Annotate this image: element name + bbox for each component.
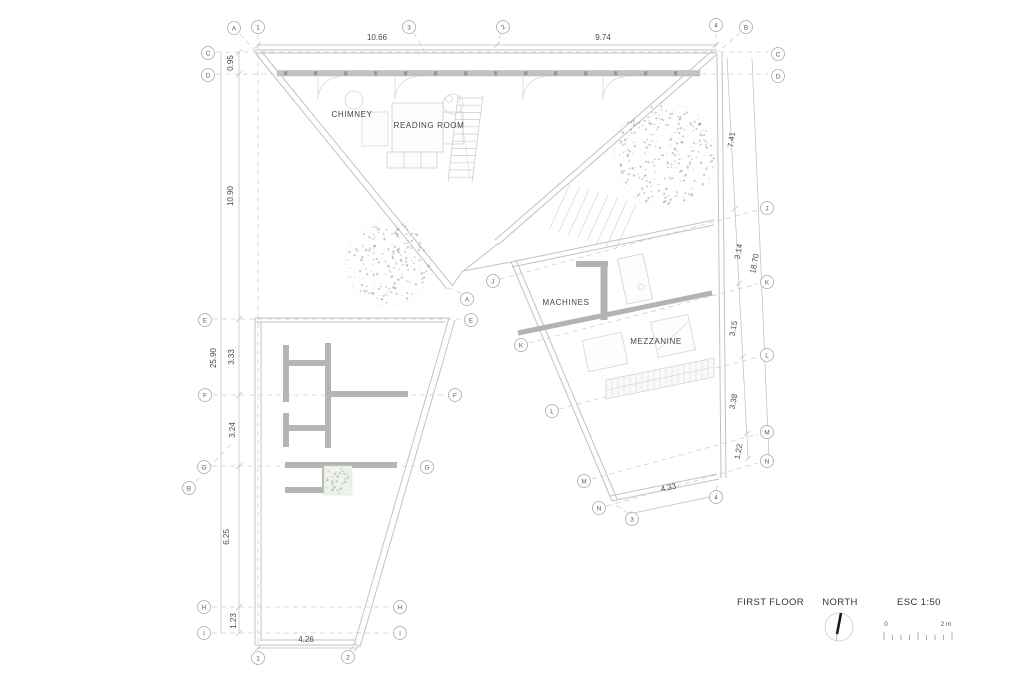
compass bbox=[825, 613, 853, 641]
scale-bar bbox=[884, 621, 952, 640]
svg-text:H: H bbox=[201, 604, 207, 612]
dimension-label: 18.70 bbox=[748, 252, 761, 275]
dimension-label: 3.24 bbox=[228, 422, 237, 438]
scale-end: 2 m bbox=[940, 621, 952, 628]
legend bbox=[737, 597, 952, 641]
svg-text:E: E bbox=[468, 317, 474, 325]
grid-marker-H bbox=[198, 601, 211, 614]
compass-needle bbox=[837, 613, 841, 634]
room-label: CHIMNEY bbox=[331, 110, 373, 119]
grid-marker-F bbox=[199, 389, 212, 402]
grid-marker-I bbox=[198, 627, 211, 640]
machines-equipment bbox=[618, 254, 653, 304]
dimension-label: 4.33 bbox=[659, 481, 678, 494]
svg-text:B: B bbox=[186, 485, 192, 493]
leader-b-top bbox=[718, 33, 740, 52]
leader-3-bottom bbox=[613, 503, 628, 513]
svg-text:B: B bbox=[743, 24, 749, 32]
wall-left-angled-outer bbox=[256, 54, 447, 289]
grid-marker-H bbox=[394, 601, 407, 614]
wall-lb-slanted-inner bbox=[354, 318, 449, 645]
grid-marker-3 bbox=[626, 513, 639, 526]
dimension-label: 10.66 bbox=[366, 33, 388, 42]
partition bbox=[331, 391, 408, 397]
grid-marker-2 bbox=[497, 21, 510, 34]
leader-a-top bbox=[240, 34, 256, 52]
dimension-label: 9.74 bbox=[595, 33, 611, 42]
grid-marker-1 bbox=[252, 652, 265, 665]
svg-text:M: M bbox=[581, 478, 587, 486]
leader-3-top bbox=[414, 33, 424, 50]
grid-marker-L bbox=[546, 405, 559, 418]
wall-right-angled-outer bbox=[499, 55, 716, 244]
dimension-label: 7.41 bbox=[726, 131, 737, 148]
svg-text:2: 2 bbox=[346, 654, 350, 662]
svg-text:N: N bbox=[596, 505, 602, 513]
dimension-label: 4.26 bbox=[298, 635, 314, 644]
leader-a-int bbox=[448, 288, 461, 293]
dimension-label: 3.38 bbox=[727, 393, 740, 411]
wall-right-angled-inner bbox=[495, 51, 712, 240]
grid-marker-3 bbox=[403, 21, 416, 34]
grid-marker-2 bbox=[342, 651, 355, 664]
door-arc bbox=[395, 77, 417, 99]
wall-lb-slanted-outer bbox=[360, 320, 455, 647]
wall-right-boundary-inner bbox=[717, 53, 721, 478]
svg-text:M: M bbox=[764, 429, 770, 437]
grid-marker-G bbox=[198, 461, 211, 474]
door-arc bbox=[603, 77, 625, 99]
partition bbox=[325, 343, 331, 448]
dimension-label: 25.90 bbox=[209, 347, 218, 369]
dim-line-4-33 bbox=[629, 495, 719, 514]
scale-label: ESC 1:50 bbox=[897, 597, 941, 608]
room-label: MACHINES bbox=[542, 298, 590, 307]
compass-needle-tail bbox=[837, 634, 838, 641]
wall-v-connector-1 bbox=[452, 272, 462, 286]
grid-marker-A bbox=[228, 22, 241, 35]
right-building-interior bbox=[518, 254, 714, 399]
svg-text:F: F bbox=[203, 392, 207, 400]
grid-marker-F bbox=[449, 389, 462, 402]
svg-text:1: 1 bbox=[256, 24, 260, 32]
svg-text:K: K bbox=[764, 279, 770, 287]
outdoor-steps bbox=[549, 184, 637, 250]
grid-marker-J bbox=[487, 275, 500, 288]
dimension-label: 3.15 bbox=[727, 320, 740, 338]
tree bbox=[613, 103, 717, 207]
svg-text:C: C bbox=[205, 50, 211, 58]
svg-text:4: 4 bbox=[714, 22, 718, 30]
door-arc bbox=[318, 77, 340, 99]
svg-text:3: 3 bbox=[407, 24, 411, 32]
partition bbox=[285, 487, 322, 493]
svg-text:1: 1 bbox=[256, 655, 260, 663]
column-circle-small bbox=[446, 96, 453, 103]
grid-marker-1 bbox=[252, 21, 265, 34]
dimension-label: 3.33 bbox=[227, 349, 236, 365]
grid-marker-M bbox=[578, 475, 591, 488]
scale-start: 0 bbox=[884, 621, 888, 628]
svg-text:E: E bbox=[202, 317, 208, 325]
leader-4-bottom bbox=[716, 482, 718, 490]
svg-text:H: H bbox=[397, 604, 403, 612]
drawing-title: FIRST FLOOR bbox=[737, 597, 805, 608]
grid-marker-B bbox=[183, 482, 196, 495]
grid-marker-J bbox=[761, 202, 774, 215]
glazing-band bbox=[277, 71, 700, 77]
partition bbox=[288, 425, 325, 431]
north-label: NORTH bbox=[822, 597, 858, 608]
door-arc bbox=[523, 77, 545, 99]
dimension-label: 10.90 bbox=[226, 185, 235, 207]
svg-text:3: 3 bbox=[630, 516, 634, 524]
grid-marker-G bbox=[421, 461, 434, 474]
reading-room-stair bbox=[448, 95, 483, 182]
svg-text:G: G bbox=[201, 464, 207, 472]
trees bbox=[323, 103, 717, 494]
grid-marker-N bbox=[761, 455, 774, 468]
room-label: MEZZANINE bbox=[630, 337, 682, 346]
partition bbox=[288, 360, 328, 366]
svg-text:4: 4 bbox=[714, 494, 718, 502]
grid-marker-4 bbox=[710, 19, 723, 32]
svg-text:J: J bbox=[765, 205, 769, 213]
svg-text:I: I bbox=[399, 630, 401, 638]
wall-right-boundary-outer bbox=[722, 53, 726, 478]
svg-text:C: C bbox=[775, 51, 781, 59]
wall-rb-top-outer bbox=[511, 220, 714, 262]
sofa bbox=[387, 152, 437, 168]
grid-marker-D bbox=[202, 69, 215, 82]
grid-marker-A bbox=[461, 293, 474, 306]
grid-marker-D bbox=[772, 70, 785, 83]
grid-line-n bbox=[607, 463, 758, 506]
grid-marker-L bbox=[761, 349, 774, 362]
svg-text:A: A bbox=[464, 296, 470, 304]
svg-text:N: N bbox=[764, 458, 770, 466]
grid-marker-C bbox=[202, 47, 215, 60]
svg-text:L: L bbox=[550, 408, 554, 416]
grid-marker-K bbox=[761, 276, 774, 289]
tree bbox=[345, 220, 431, 306]
svg-text:D: D bbox=[205, 72, 211, 80]
svg-text:I: I bbox=[203, 630, 205, 638]
grid-marker-M bbox=[761, 426, 774, 439]
grid-marker-C bbox=[772, 48, 785, 61]
room-label: READING ROOM bbox=[393, 121, 465, 130]
svg-text:L: L bbox=[765, 352, 769, 360]
svg-text:G: G bbox=[424, 464, 430, 472]
svg-text:J: J bbox=[491, 278, 495, 286]
door-swings bbox=[318, 77, 625, 99]
grid-marker-B bbox=[740, 21, 753, 34]
dimension-label: 6.25 bbox=[222, 529, 231, 545]
partition bbox=[283, 345, 289, 402]
svg-text:D: D bbox=[775, 73, 781, 81]
svg-text:K: K bbox=[518, 342, 524, 350]
dimension-label: 1.22 bbox=[732, 443, 745, 461]
mezzanine-bed-1 bbox=[582, 332, 628, 372]
dimension-label: 3.14 bbox=[732, 243, 745, 261]
grid-marker-E bbox=[465, 314, 478, 327]
grid-markers bbox=[183, 19, 785, 665]
dimension-label: 1.23 bbox=[229, 613, 238, 629]
svg-text:F: F bbox=[453, 392, 457, 400]
grid-marker-K bbox=[515, 339, 528, 352]
grid-marker-E bbox=[199, 314, 212, 327]
svg-text:2: 2 bbox=[499, 23, 508, 32]
wall-link-right-building bbox=[463, 262, 511, 271]
svg-text:A: A bbox=[231, 25, 237, 33]
scale-ticks bbox=[884, 632, 952, 640]
dimension-label: 0.95 bbox=[226, 55, 235, 71]
grid-marker-I bbox=[394, 627, 407, 640]
chimney-flue bbox=[345, 91, 363, 109]
grid-marker-N bbox=[593, 502, 606, 515]
grid-marker-4 bbox=[710, 491, 723, 504]
